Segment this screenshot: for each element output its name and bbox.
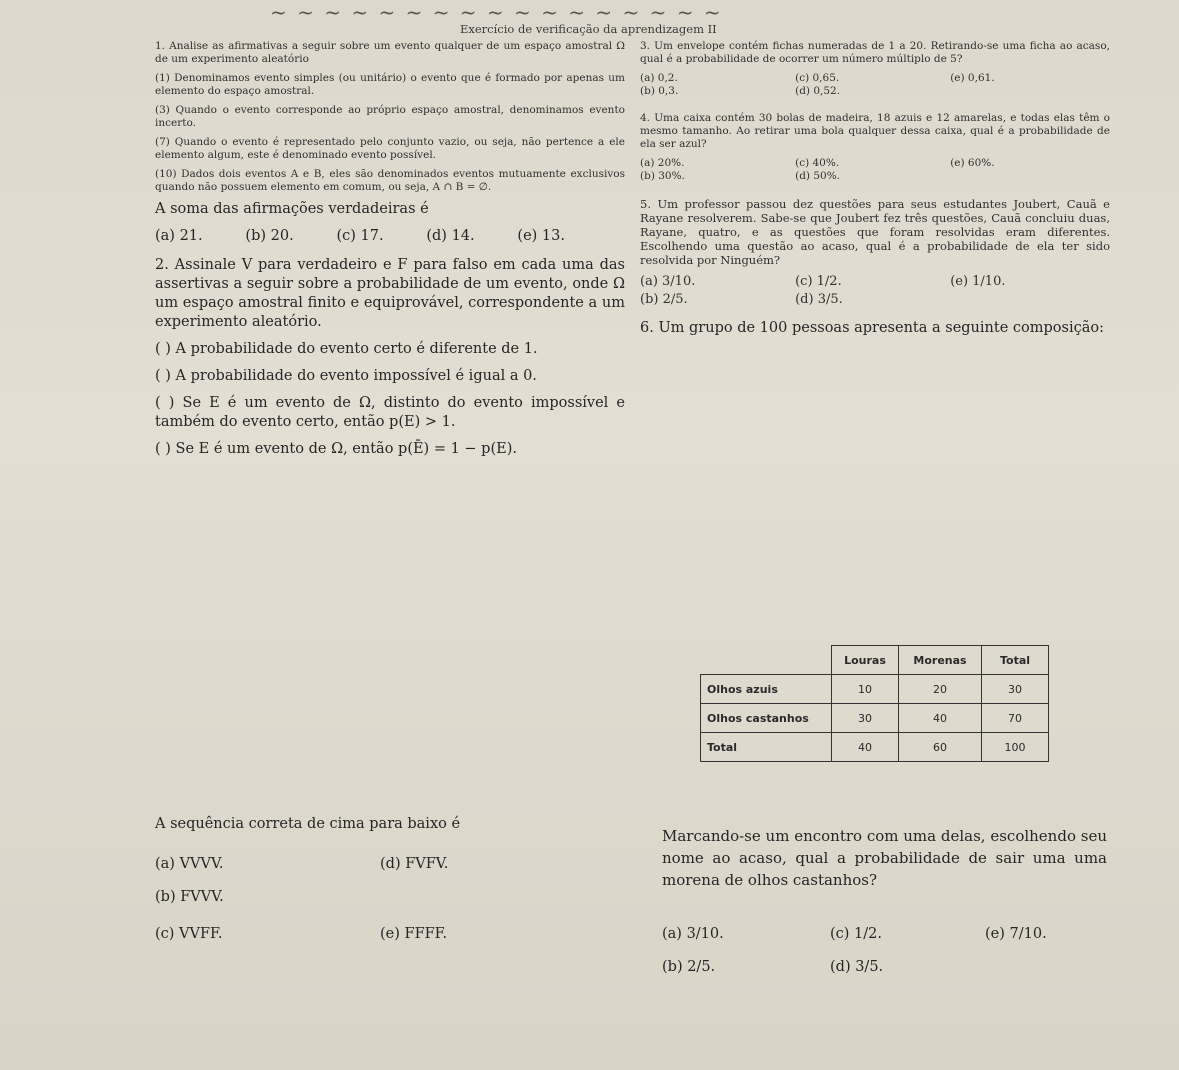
table-header-row [701,646,1049,675]
q4-option-b[interactable]: (b) 30%. [640,170,685,182]
right-column [640,40,1110,346]
q1-option-e[interactable]: (e) 13. [517,228,565,244]
q1-item-10: (10) Dados dois eventos A e B, eles são denominados eventos mutuamente exclusivos quando não possuem elemento em comum, ou seja, A ∩ B = ∅. [155,168,625,193]
col-header-morenas: Morenas [899,646,982,675]
table-cell: 70 [982,704,1049,733]
table-row [701,675,1049,704]
row-header-olhos-azuis: Olhos azuis [701,675,832,704]
left-column [155,40,625,467]
table-row [701,733,1049,762]
q3-option-b[interactable]: (b) 0,3. [640,85,679,97]
question-1 [155,40,625,194]
composition-table [700,645,1049,762]
q1-item-7: (7) Quando o evento é representado pelo conjunto vazio, ou seja, não pertence a ele elemento algum, este é denominado evento possível. [155,136,625,161]
q2-option-a[interactable]: (a) VVVV. [155,856,224,872]
table-cell: 60 [899,733,982,762]
q3-options [640,72,1110,98]
q4-option-d[interactable]: (d) 50%. [795,170,841,182]
q3-option-e[interactable]: (e) 0,61. [950,72,995,84]
q2-intro: 2. Assinale V para verdadeiro e F para falso em cada uma das assertivas a seguir sobre a probabilidade de um evento, onde Ω um espaço amostral finito e equiprovável, correspondente a um experimento aleatório. [155,257,625,330]
q5-text: 5. Um professor passou dez questões para seus estudantes Joubert, Cauã e Rayane resolverem. Sabe-se que Joubert fez três questões, Cauã concluiu duas, Rayane, quatro, e as questões que foram resolvidas eram diferentes. Escolhendo uma questão ao acaso, qual é a probabilidade de ela ter sido resolvida por Ninguém? [640,197,1110,267]
q6-question: Marcando-se um encontro com uma delas, escolhendo seu nome ao acaso, qual a probabilidade de sair uma uma morena de olhos castanhos? [662,827,1107,889]
question-4 [640,112,1110,183]
col-header-louras: Louras [832,646,899,675]
q5-option-d[interactable]: (d) 3/5. [795,292,843,307]
row-header-total: Total [701,733,832,762]
q1-intro: 1. Analise as afirmativas a seguir sobre um evento qualquer de um espaço amostral Ω de um experimento aleatório [155,40,625,65]
q6-option-c[interactable]: (c) 1/2. [830,926,882,942]
q6-intro: 6. Um grupo de 100 pessoas apresenta a seguinte composição: [640,320,1104,336]
col-header-total: Total [982,646,1049,675]
q4-option-c[interactable]: (c) 40%. [795,157,840,169]
q3-text: 3. Um envelope contém fichas numeradas de 1 a 20. Retirando-se uma ficha ao acaso, qual é a probabilidade de ocorrer um número múltiplo de 5? [640,40,1110,65]
q5-option-a[interactable]: (a) 3/10. [640,274,696,289]
page-title: Exercício de verificação da aprendizagem II [460,22,717,36]
question-1-answer [155,200,625,246]
q4-option-e[interactable]: (e) 60%. [950,157,995,169]
q2-option-d[interactable]: (d) FVFV. [380,856,449,872]
q5-options [640,273,1110,309]
q3-option-a[interactable]: (a) 0,2. [640,72,678,84]
q2-option-e[interactable]: (e) FFFF. [380,926,448,942]
q2-item-2: ( ) A probabilidade do evento impossível é igual a 0. [155,368,537,384]
table-corner [701,646,832,675]
q1-option-c[interactable]: (c) 17. [336,228,384,244]
q1-option-d[interactable]: (d) 14. [426,228,475,244]
q2-item-3: ( ) Se E é um evento de Ω, distinto do evento impossível e também do evento certo, então p(E) > 1. [155,395,625,430]
table-row [701,704,1049,733]
table-cell: 100 [982,733,1049,762]
q1-options [155,227,565,246]
question-6-intro [640,319,1110,338]
table-cell: 40 [832,733,899,762]
handwritten-scribble: ~ ~ ~ ~ ~ ~ ~ ~ ~ ~ ~ ~ ~ ~ ~ ~ ~ [270,0,723,24]
q5-option-e[interactable]: (e) 1/10. [950,274,1006,289]
q6-option-b[interactable]: (b) 2/5. [662,959,716,975]
q1-question: A soma das afirmações verdadeiras é [155,201,429,217]
row-header-olhos-castanhos: Olhos castanhos [701,704,832,733]
q5-option-b[interactable]: (b) 2/5. [640,292,688,307]
table-cell: 30 [982,675,1049,704]
q2-option-c[interactable]: (c) VVFF. [155,926,223,942]
question-5 [640,197,1110,309]
q4-option-a[interactable]: (a) 20%. [640,157,685,169]
q1-option-b[interactable]: (b) 20. [245,228,294,244]
table-cell: 40 [899,704,982,733]
q6-option-d[interactable]: (d) 3/5. [830,959,884,975]
q2-item-1: ( ) A probabilidade do evento certo é diferente de 1. [155,341,538,357]
q3-option-d[interactable]: (d) 0,52. [795,85,841,97]
q3-option-c[interactable]: (c) 0,65. [795,72,840,84]
q1-item-3: (3) Quando o evento corresponde ao próprio espaço amostral, denominamos evento incerto. [155,104,625,129]
q6-option-e[interactable]: (e) 7/10. [985,926,1047,942]
question-2-answer [155,815,635,842]
question-2 [155,256,625,459]
table-cell: 20 [899,675,982,704]
q2-option-b[interactable]: (b) FVVV. [155,889,224,905]
q5-option-c[interactable]: (c) 1/2. [795,274,842,289]
q2-item-4: ( ) Se E é um evento de Ω, então p(Ē) = 1 − p(E). [155,441,517,457]
q4-text: 4. Uma caixa contém 30 bolas de madeira, 18 azuis e 12 amarelas, e todas elas têm o mesmo tamanho. Ao retirar uma bola qualquer dessa caixa, qual é a probabilidade de ela ser azul? [640,112,1110,150]
question-3 [640,40,1110,98]
q1-item-1: (1) Denominamos evento simples (ou unitário) o evento que é formado por apenas um elemento do espaço amostral. [155,72,625,97]
q4-options [640,157,1110,183]
q6-option-a[interactable]: (a) 3/10. [662,926,724,942]
q2-question: A sequência correta de cima para baixo é [155,816,461,832]
q1-option-a[interactable]: (a) 21. [155,228,203,244]
table-cell: 30 [832,704,899,733]
table-cell: 10 [832,675,899,704]
